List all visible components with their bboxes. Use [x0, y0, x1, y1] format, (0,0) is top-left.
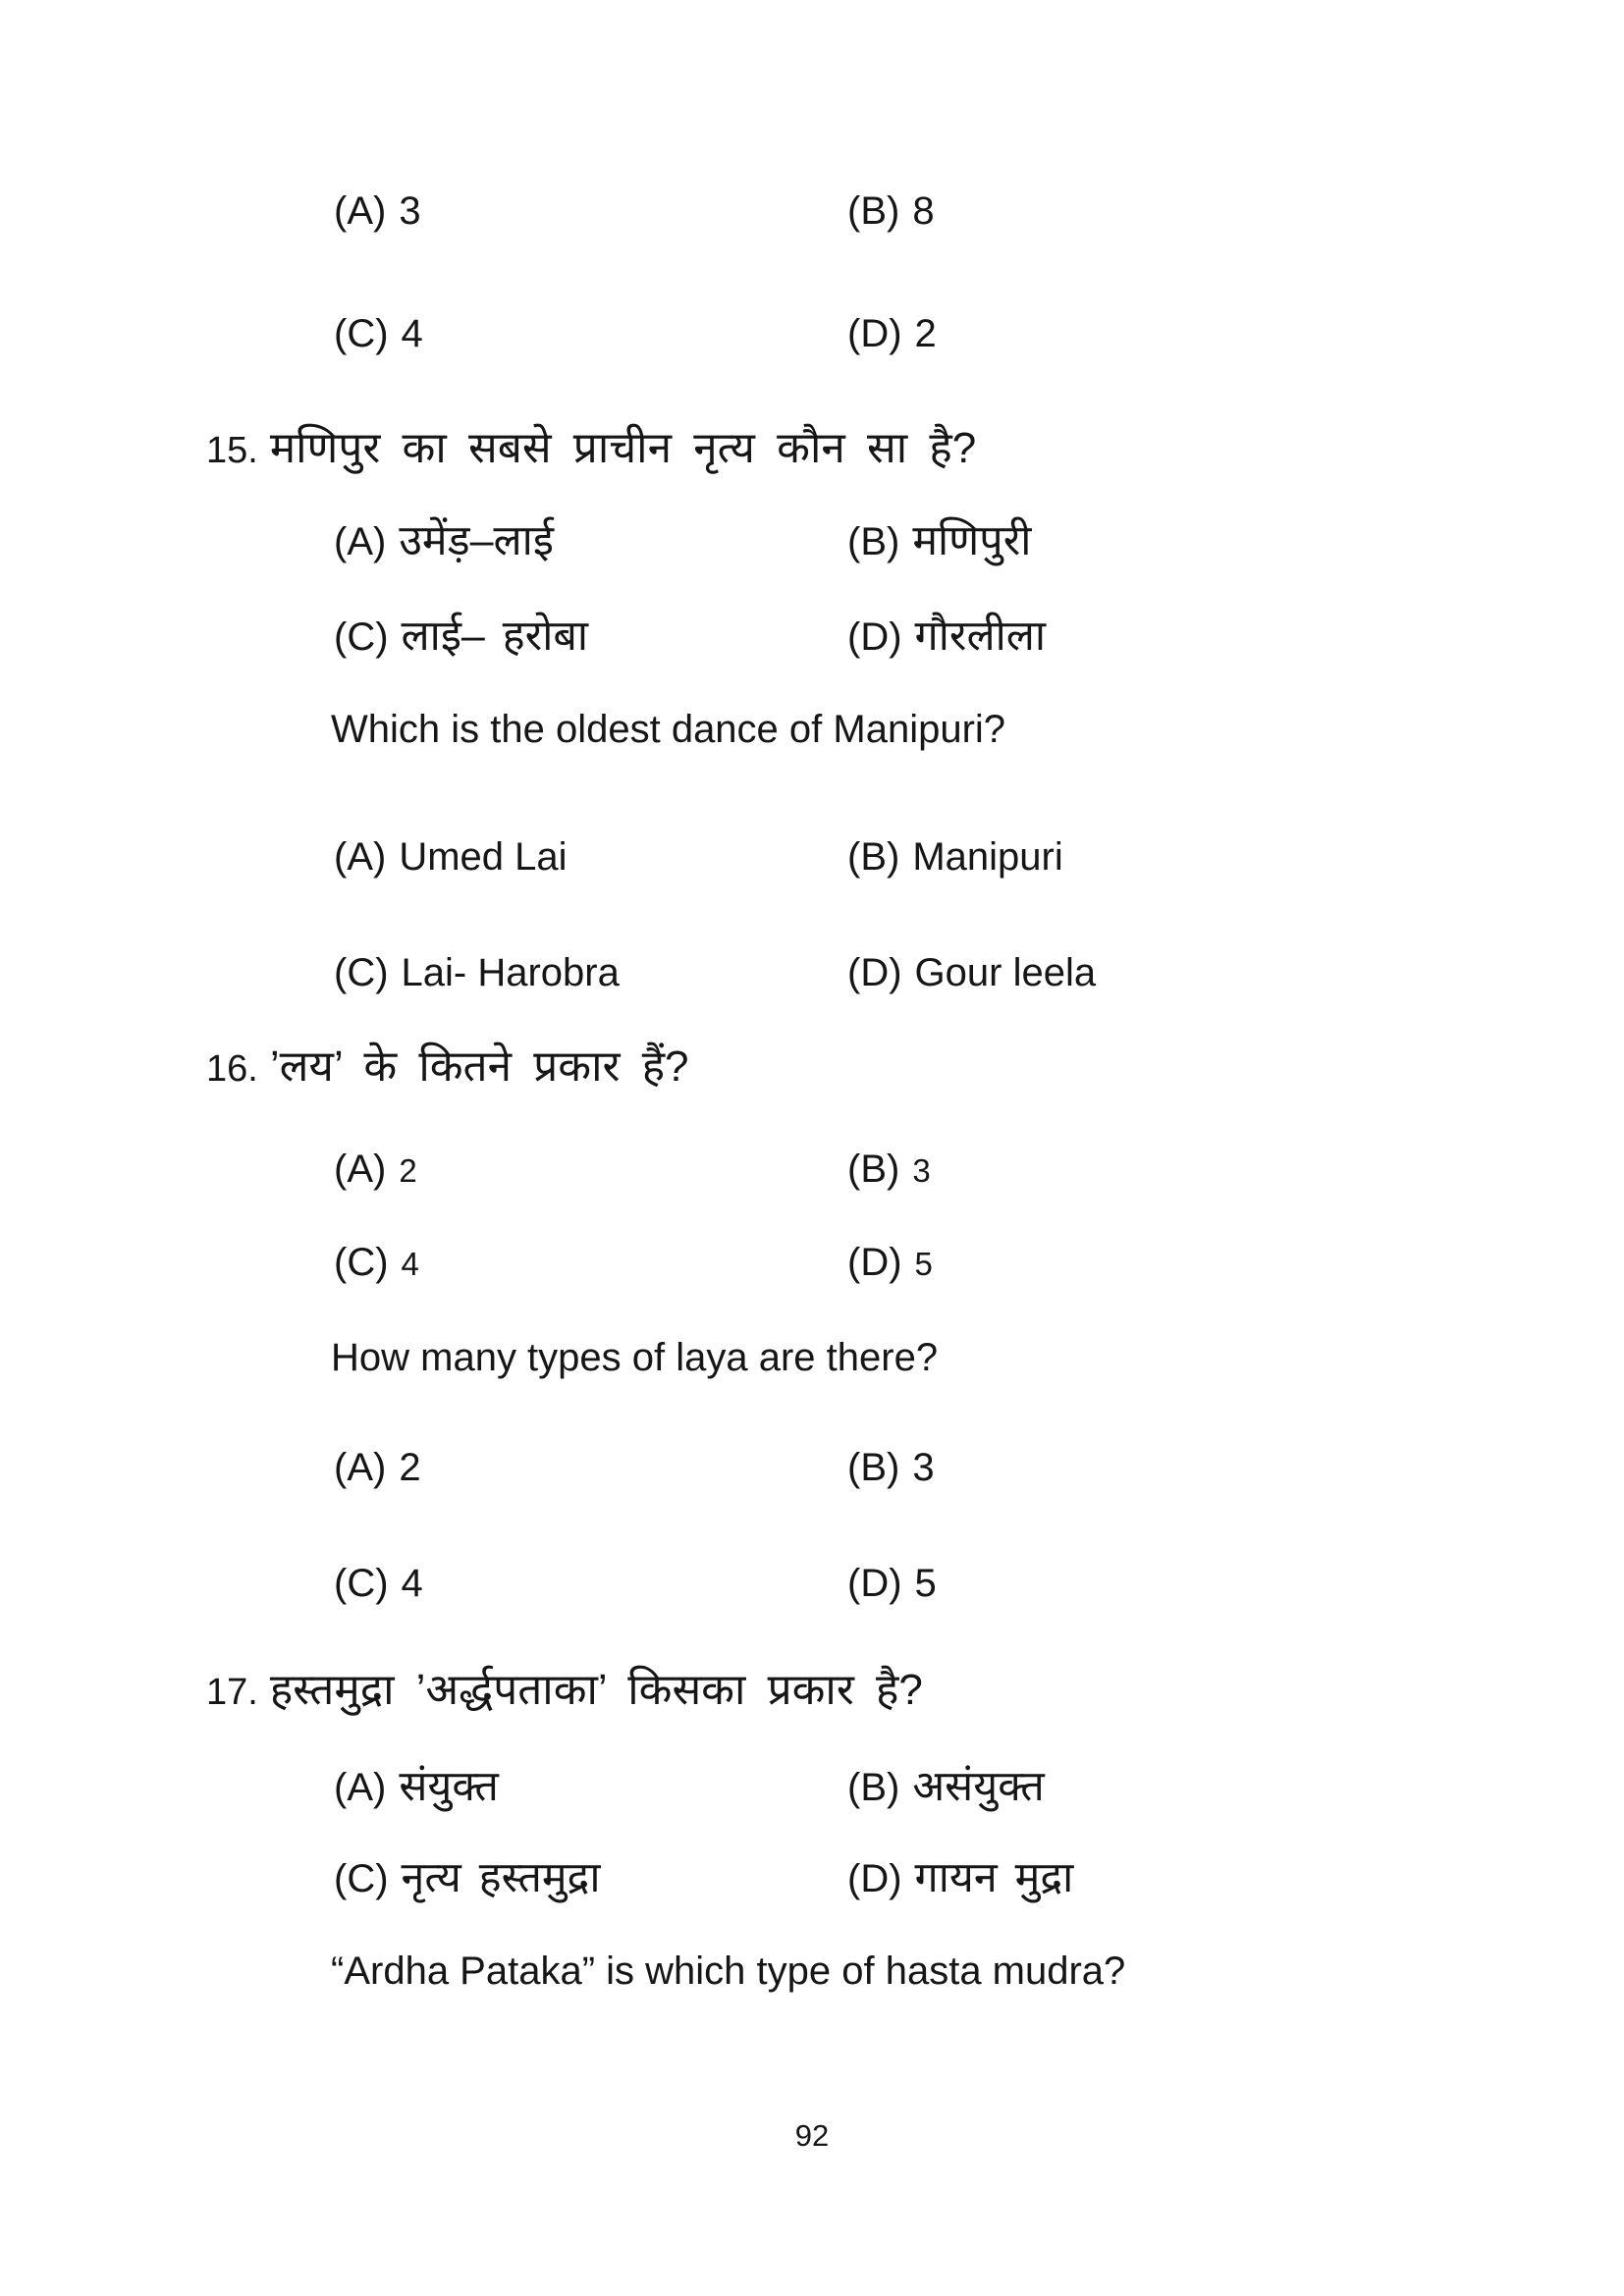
option-label: (B) [847, 1766, 900, 1809]
option-text: संयुक्त [399, 1763, 499, 1810]
option-label: (A) [334, 1148, 387, 1191]
option-text: 4 [401, 1246, 419, 1282]
option-c [334, 1854, 601, 1902]
option-text: 2 [399, 1152, 417, 1189]
option-a [334, 1445, 421, 1490]
option-c [334, 950, 620, 995]
option-label: (B) [847, 835, 900, 879]
option-b [847, 1445, 935, 1490]
option-label: (B) [847, 189, 900, 233]
option-c [334, 311, 423, 356]
option-b [847, 188, 935, 234]
option-label: (A) [334, 1446, 387, 1489]
option-text: मणिपुरी [912, 517, 1032, 564]
option-label: (D) [847, 615, 902, 659]
option-label: (A) [334, 189, 387, 233]
option-d [847, 950, 1096, 995]
option-label: (B) [847, 1446, 900, 1489]
option-label: (C) [334, 312, 389, 355]
question-15-hindi [206, 424, 1624, 474]
option-text: 3 [912, 1446, 935, 1489]
option-c [334, 1240, 419, 1285]
question-16-english [331, 1335, 1624, 1380]
question-number: 16. [206, 1048, 258, 1090]
option-label: (C) [334, 615, 389, 659]
option-label: (A) [334, 835, 387, 879]
option-label: (D) [847, 951, 902, 994]
option-label: (A) [334, 520, 387, 563]
option-text: Manipuri [912, 835, 1063, 879]
option-text: उमेंड़–लाई [399, 517, 554, 564]
option-b [847, 517, 1031, 565]
option-label: (D) [847, 1562, 902, 1605]
option-text: Gour leela [914, 951, 1097, 994]
option-text: Lai- Harobra [401, 951, 620, 994]
option-text: असंयुक्त [912, 1763, 1045, 1810]
option-text: 3 [912, 1152, 931, 1189]
option-text: नृत्य हस्तमुद्रा [401, 1854, 601, 1901]
option-label: (C) [334, 951, 389, 994]
option-label: (B) [847, 1148, 900, 1191]
option-d [847, 1240, 933, 1285]
question-17-hindi [206, 1666, 1624, 1716]
option-c [334, 1561, 423, 1606]
option-text: 5 [914, 1562, 937, 1605]
option-a [334, 1763, 499, 1811]
question-text-hindi: मणिपुर का सबसे प्राचीन नृत्य कौन सा है? [269, 424, 977, 472]
question-number: 15. [206, 430, 258, 471]
question-number: 17. [206, 1672, 258, 1713]
page-number: 92 [794, 2118, 830, 2153]
option-a [334, 834, 568, 880]
option-b [847, 1147, 931, 1192]
option-text: 8 [912, 189, 935, 233]
option-label: (D) [847, 1241, 902, 1284]
question-17-english [331, 1949, 1624, 1994]
option-text: गौरलीला [914, 613, 1047, 660]
option-text: Umed Lai [399, 835, 568, 879]
option-label: (B) [847, 520, 900, 563]
question-text-hindi: हस्तमुद्रा ’अर्द्धपताका’ किसका प्रकार है? [269, 1666, 923, 1714]
question-text-english: “Ardha Pataka” is which type of hasta mudra? [331, 1949, 1126, 1993]
question-text-english: Which is the oldest dance of Manipuri? [331, 708, 1006, 751]
option-d [847, 613, 1046, 661]
option-label: (A) [334, 1766, 387, 1809]
option-a [334, 1147, 417, 1192]
option-a [334, 188, 421, 234]
option-label: (C) [334, 1562, 389, 1605]
option-label: (C) [334, 1241, 389, 1284]
option-text: 4 [401, 1562, 423, 1605]
option-text: गायन मुद्रा [914, 1854, 1074, 1901]
option-d [847, 1854, 1073, 1902]
option-b [847, 834, 1063, 880]
option-text: 2 [399, 1446, 421, 1489]
option-label: (C) [334, 1857, 389, 1900]
option-c [334, 613, 588, 661]
option-a [334, 517, 554, 565]
option-b [847, 1763, 1045, 1811]
option-text: 4 [401, 312, 423, 355]
option-text: 5 [914, 1246, 933, 1282]
option-text: 2 [914, 312, 937, 355]
option-d [847, 1561, 937, 1606]
question-15-english [331, 707, 1624, 752]
question-text-english: How many types of laya are there? [331, 1336, 939, 1379]
option-text: 3 [399, 189, 421, 233]
option-text: लाई– हरोबा [401, 613, 589, 660]
question-text-hindi: ’लय’ के कितने प्रकार हैं? [269, 1042, 689, 1091]
option-d [847, 311, 937, 356]
option-label: (D) [847, 312, 902, 355]
option-label: (D) [847, 1857, 902, 1900]
question-16-hindi [206, 1042, 1624, 1093]
